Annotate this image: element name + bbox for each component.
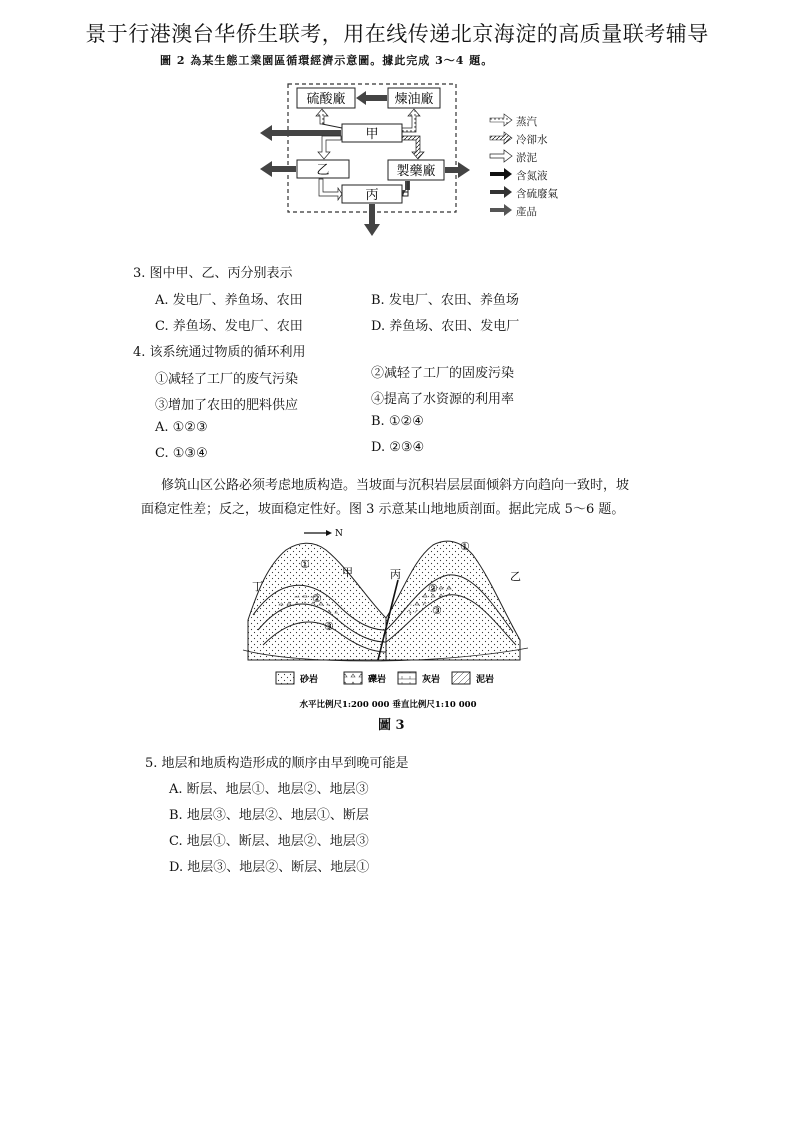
figure2-caption: 圖 2 為某生態工業園區循環經濟示意圖。據此完成 3～4 題。 — [160, 54, 494, 67]
legend-cooling: 冷卻水 — [516, 134, 548, 146]
legend-product: 產品 — [516, 206, 537, 218]
legend-sludge-icon — [490, 150, 512, 162]
legend-cooling-icon — [490, 132, 512, 144]
q5-option-c: C. 地层①、断层、地层②、地层③ — [169, 834, 369, 849]
passage-line-2: 面稳定性差；反之，坡面稳定性好。图 3 示意某山地地质剖面。据此完成 5～6 题。 — [141, 502, 625, 517]
q4-option-d: D. ②③④ — [371, 440, 425, 455]
arrow-sludge — [318, 136, 341, 159]
label-ding: 丁 — [252, 580, 263, 593]
label-yi: 乙 — [316, 163, 330, 178]
right-mountain — [386, 541, 520, 660]
stratum-3-left: ③ — [324, 620, 334, 633]
figure3-scale: 水平比例尺1:200 000 垂直比例尺1:10 000 — [299, 700, 477, 710]
q4-statement-3: ③增加了农田的肥料供应 — [155, 398, 299, 413]
legend-nitrogen-icon — [490, 168, 512, 180]
legend-sulfur-icon — [490, 186, 512, 198]
q4-option-a: A. ①②③ — [155, 420, 208, 435]
q3-option-a: A. 发电厂、养鱼场、农田 — [155, 293, 303, 308]
stratum-3-right: ③ — [432, 604, 442, 617]
stratum-2-left: ② — [312, 592, 322, 605]
legend-product-icon — [490, 204, 512, 216]
north-label: N — [335, 529, 343, 539]
figure2-legend — [490, 114, 512, 216]
q5-stem: 5. 地层和地质构造形成的顺序由早到晚可能是 — [145, 756, 409, 771]
q5-option-a: A. 断层、地层①、地层②、地层③ — [169, 782, 369, 797]
legend-conglomerate: 礫岩 — [368, 675, 387, 685]
passage-line-1: 修筑山区公路必须考虑地质构造。当坡面与沉积岩层层面倾斜方向趋向一致时，坡 — [161, 478, 630, 493]
legend-sulfur: 含硫廢氣 — [516, 188, 558, 200]
q4-statement-4: ④提高了水资源的利用率 — [371, 392, 515, 407]
legend-mudstone-icon — [452, 672, 470, 684]
figure3-diagram — [238, 520, 538, 720]
legend-sandstone-icon — [276, 672, 294, 684]
legend-limestone: 灰岩 — [422, 675, 441, 685]
legend-limestone-icon — [398, 672, 416, 684]
legend-steam-icon — [490, 114, 512, 126]
label-refinery: 煉油廠 — [394, 92, 434, 107]
arrow-product-yi — [260, 161, 296, 177]
figure3-title: 圖 3 — [378, 718, 405, 733]
legend-conglomerate-icon — [344, 672, 362, 684]
label-pharma: 製藥廠 — [396, 164, 436, 179]
q4-option-b: B. ①②④ — [371, 414, 424, 429]
label-sulfuric: 硫酸廠 — [306, 92, 346, 107]
label-yi: 乙 — [510, 570, 521, 583]
north-arrow-head — [326, 530, 332, 536]
arrow-sulfur-gas — [356, 91, 387, 105]
label-jia: 甲 — [342, 566, 353, 579]
q4-statement-1: ①减轻了工厂的废气污染 — [155, 372, 299, 387]
q3-option-b: B. 发电厂、农田、养鱼场 — [371, 293, 519, 308]
figure2-legend-labels — [516, 113, 558, 221]
q3-stem: 3. 图中甲、乙、丙分别表示 — [133, 266, 293, 281]
legend-mudstone: 泥岩 — [476, 675, 495, 685]
q3-option-d: D. 养鱼场、农田、发电厂 — [371, 319, 520, 334]
arrow-yi-bing — [319, 179, 342, 200]
page-header: 景于行港澳台华侨生联考，用在线传递北京海淀的高质量联考辅导 — [85, 22, 709, 46]
arrow-steam-1 — [316, 109, 328, 124]
q4-statement-2: ②减轻了工厂的固废污染 — [371, 366, 515, 381]
q5-option-b: B. 地层③、地层②、地层①、断层 — [169, 808, 369, 823]
stratum-2-right: ② — [428, 582, 438, 595]
stratum-1-right: ① — [460, 540, 470, 553]
label-bing: 丙 — [365, 188, 379, 203]
arrow-product-pharma — [445, 162, 470, 178]
arrow-steam-2 — [402, 109, 420, 132]
arrow-product-bing — [364, 204, 380, 236]
label-jia: 甲 — [365, 127, 379, 142]
label-bing: 丙 — [390, 568, 401, 581]
legend-nitrogen: 含氮液 — [516, 170, 548, 182]
legend-sludge: 淤泥 — [516, 152, 537, 164]
arrow-cooling — [402, 136, 424, 159]
legend-steam: 蒸汽 — [516, 116, 537, 128]
q4-stem: 4. 该系统通过物质的循环利用 — [133, 345, 306, 360]
q5-option-d: D. 地层③、地层②、断层、地层① — [169, 860, 370, 875]
legend-sandstone: 砂岩 — [300, 675, 319, 685]
q4-option-c: C. ①③④ — [155, 446, 208, 461]
stratum-1-left: ① — [300, 558, 310, 571]
q3-option-c: C. 养鱼场、发电厂、农田 — [155, 319, 303, 334]
